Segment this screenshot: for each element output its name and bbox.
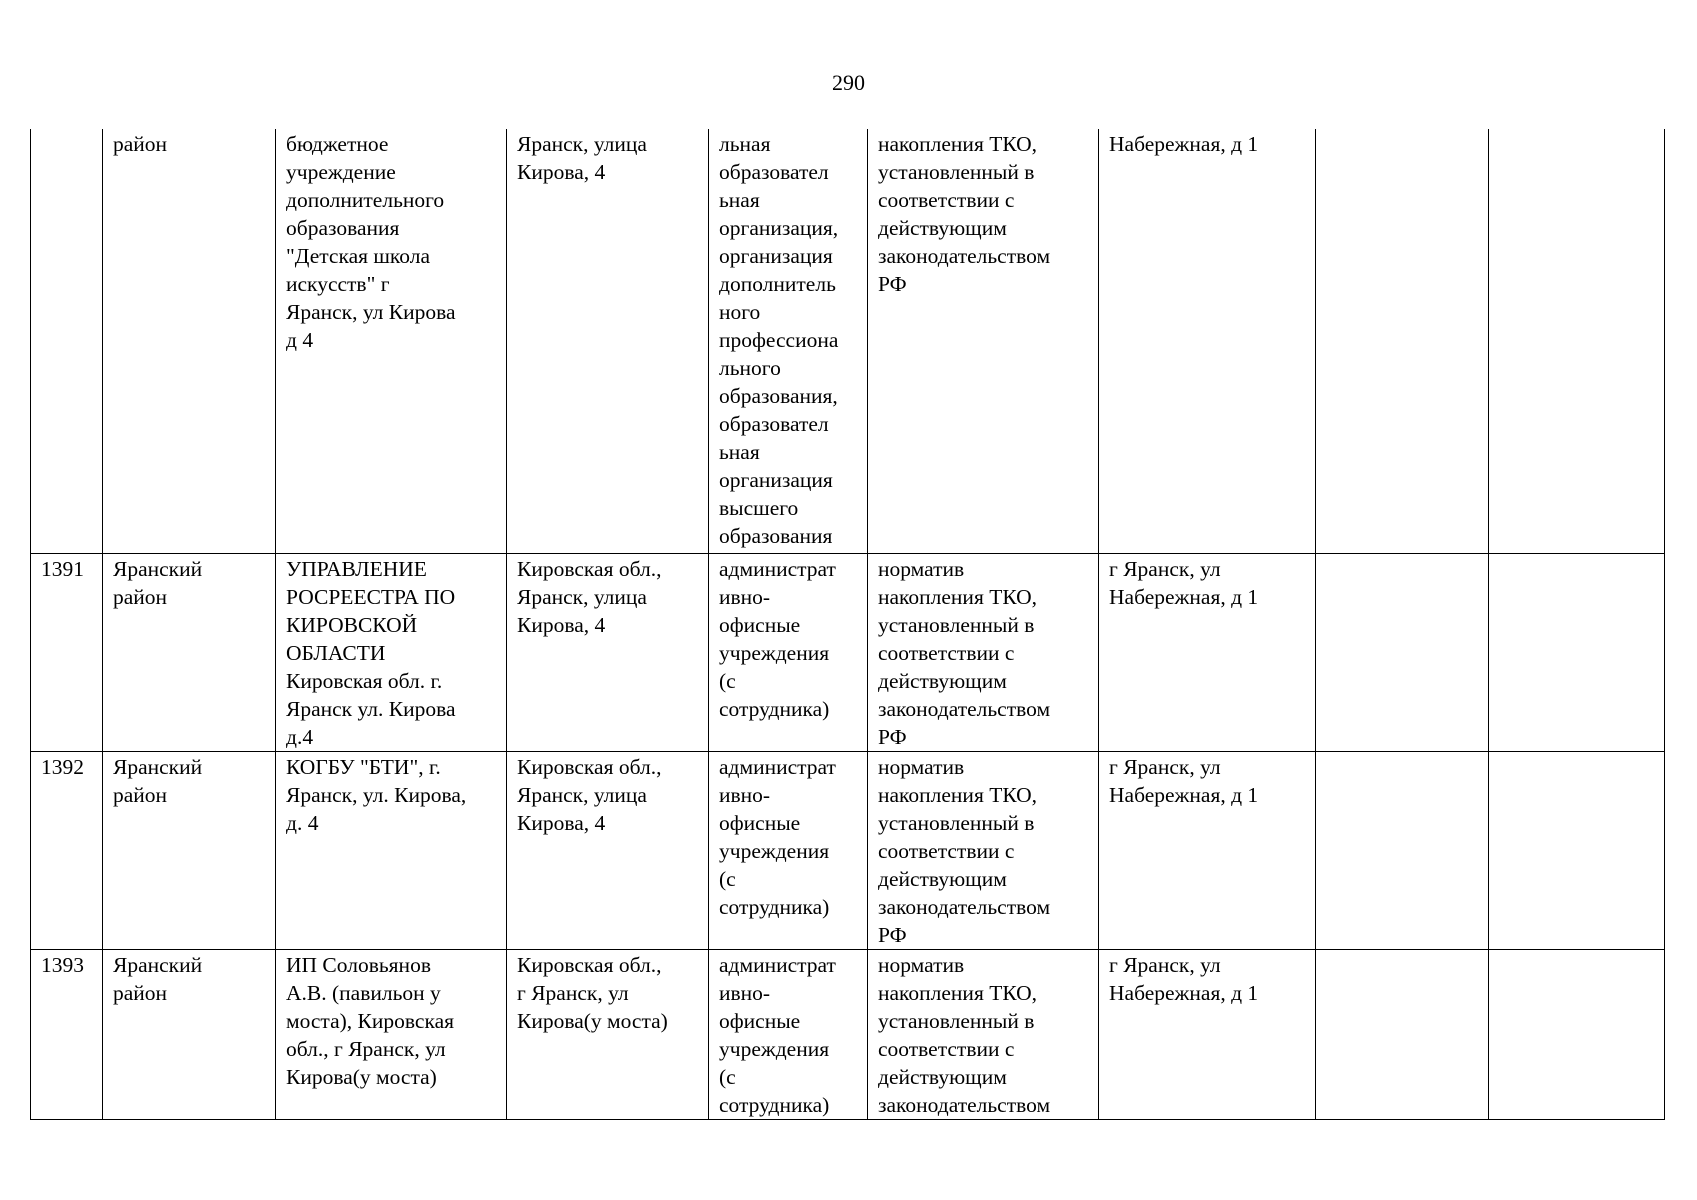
table-row <box>31 553 1665 751</box>
district-cell: Яранский район <box>103 949 276 1119</box>
empty-cell <box>1316 949 1489 1119</box>
row-number-cell <box>31 129 103 553</box>
waste-registry-table <box>30 129 1665 1120</box>
organization-cell: КОГБУ "БТИ", г. Яранск, ул. Кирова, д. 4 <box>276 751 507 949</box>
norm-cell: норматив накопления ТКО, установленный в соответствии с действующим законодательством РФ <box>868 751 1099 949</box>
row-number-cell: 1393 <box>31 949 103 1119</box>
site-cell: Набережная, д 1 <box>1099 129 1316 553</box>
address-cell: Кировская обл., г Яранск, ул Кирова(у моста) <box>507 949 709 1119</box>
organization-cell: ИП Соловьянов А.В. (павильон у моста), Кировская обл., г Яранск, ул Кирова(у моста) <box>276 949 507 1119</box>
table-row <box>31 751 1665 949</box>
site-cell: г Яранск, ул Набережная, д 1 <box>1099 751 1316 949</box>
district-cell: район <box>103 129 276 553</box>
organization-cell: УПРАВЛЕНИЕ РОСРЕЕСТРА ПО КИРОВСКОЙ ОБЛАСТИ Кировская обл. г. Яранск ул. Кирова д.4 <box>276 553 507 751</box>
norm-cell: норматив накопления ТКО, установленный в соответствии с действующим законодательством <box>868 949 1099 1119</box>
category-cell: администрат ивно- офисные учреждения (с сотрудника) <box>709 949 868 1119</box>
norm-cell: норматив накопления ТКО, установленный в соответствии с действующим законодательством РФ <box>868 553 1099 751</box>
empty-cell <box>1316 129 1489 553</box>
category-cell: льная образовател ьная организация, организация дополнитель ного профессиона льного образования, образовател ьная организация высшего образования <box>709 129 868 553</box>
empty-cell <box>1489 751 1665 949</box>
category-cell: администрат ивно- офисные учреждения (с сотрудника) <box>709 553 868 751</box>
district-cell: Яранский район <box>103 553 276 751</box>
category-cell: администрат ивно- офисные учреждения (с сотрудника) <box>709 751 868 949</box>
page-number: 290 <box>832 70 865 95</box>
empty-cell <box>1489 129 1665 553</box>
organization-cell: бюджетное учреждение дополнительного образования "Детская школа искусств" г Яранск, ул Кирова д 4 <box>276 129 507 553</box>
empty-cell <box>1489 553 1665 751</box>
site-cell: г Яранск, ул Набережная, д 1 <box>1099 553 1316 751</box>
empty-cell <box>1316 553 1489 751</box>
norm-cell: накопления ТКО, установленный в соответствии с действующим законодательством РФ <box>868 129 1099 553</box>
table-row <box>31 129 1665 553</box>
empty-cell <box>1316 751 1489 949</box>
site-cell: г Яранск, ул Набережная, д 1 <box>1099 949 1316 1119</box>
district-cell: Яранский район <box>103 751 276 949</box>
empty-cell <box>1489 949 1665 1119</box>
address-cell: Яранск, улица Кирова, 4 <box>507 129 709 553</box>
address-cell: Кировская обл., Яранск, улица Кирова, 4 <box>507 553 709 751</box>
row-number-cell: 1392 <box>31 751 103 949</box>
table-row <box>31 949 1665 1119</box>
address-cell: Кировская обл., Яранск, улица Кирова, 4 <box>507 751 709 949</box>
row-number-cell: 1391 <box>31 553 103 751</box>
